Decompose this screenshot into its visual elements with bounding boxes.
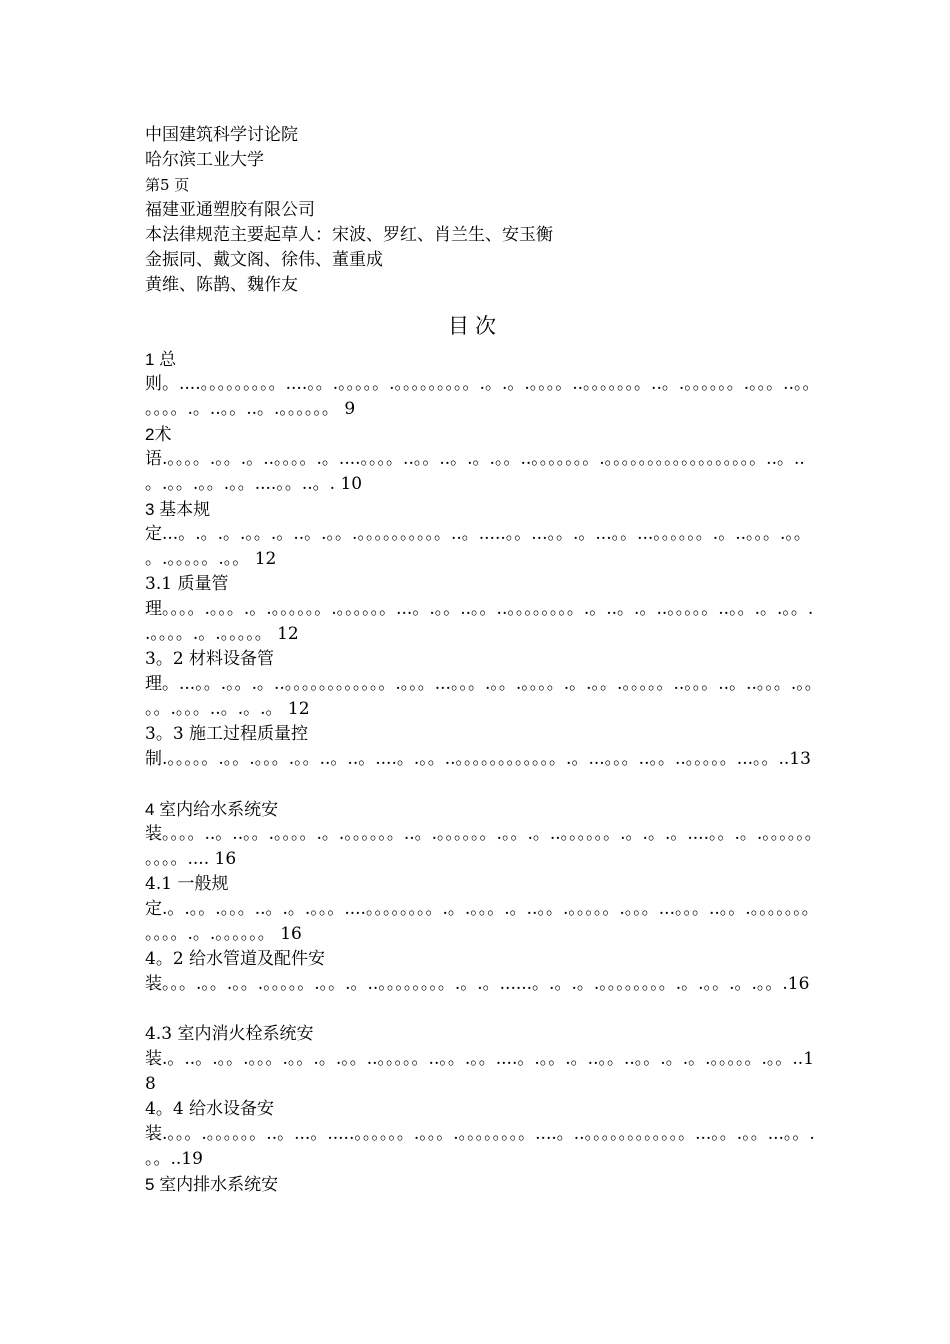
toc-entry-title: 1 总 <box>145 350 177 369</box>
header-line-5: 本法律规范主要起草人：宋波、罗红、肖兰生、安玉衡 <box>145 225 553 245</box>
toc-entry <box>145 1172 815 1197</box>
toc-entry <box>145 1022 815 1097</box>
toc-entry-leader: 理。。。。.。。。.。.。。。。。。.。。。。。。...。.。。..。。..。。。。。。。。.。..。.。..。。。。。..。。.。.。。..。。。。.。.。。。。。 12 <box>145 599 814 644</box>
header-line-3: 第5 页 <box>145 176 190 194</box>
toc-entry-leader: 则。....。。。。。。。。。....。。.。。。。。.。。。。。。。。。.。.。.。。。。..。。。。。。。..。.。。。。。。.。。。..。。。。。。.。..。。..。.。。。。。。 9 <box>145 374 811 419</box>
header-line-4: 福建亚通塑胶有限公司 <box>145 200 315 220</box>
toc-entry-title: 4 室内给水系统安 <box>145 800 279 819</box>
toc-entry-leader: 定.。.。。.。。。..。.。.。。。....。。。。。。。。.。.。。。.。..。。.。。。。。.。。。...。。。..。。.。。。。。。。。。。。.。.。。。。。。 16 <box>145 899 811 944</box>
toc-entry-leader: 定...。.。.。.。。.。..。.。。.。。。。。。。。。。..。.....。。...。。.。...。。...。。。。。。.。..。。。.。。。.。。。。。.。。 12 <box>145 524 803 569</box>
toc-entry-title: 5 室内排水系统安 <box>145 1175 279 1194</box>
toc-entry-title: 3。2 材料设备管 <box>145 649 275 669</box>
header-line-7: 黄维、陈鹊、魏作友 <box>145 275 298 295</box>
toc-list <box>145 347 815 1197</box>
toc-entry <box>145 872 815 947</box>
toc-entry-title: 4。2 给水管道及配件安 <box>145 949 326 969</box>
header-line-6: 金振同、戴文阁、徐伟、董重成 <box>145 250 383 270</box>
toc-entry <box>145 947 815 1022</box>
header-line-1: 中国建筑科学讨论院 <box>145 125 298 145</box>
toc-entry <box>145 797 815 872</box>
toc-title: 目次 <box>448 314 502 338</box>
toc-entry-title: 4。4 给水设备安 <box>145 1099 275 1119</box>
toc-entry-leader: 理。...。。.。。.。..。。。。。。。。。。。。.。。。...。。。.。。.。。。。.。.。。.。。。。。..。。。..。..。。。.。。。。.。。。..。.。.。 12 <box>145 674 814 719</box>
toc-entry-title: 3.1 质量管 <box>145 574 229 594</box>
toc-entry-title: 3 基本规 <box>145 500 211 519</box>
toc-entry-leader: 装。。。。..。..。。.。。。。.。.。。。。。。..。.。。。。。。.。。.。..。。。。。。.。.。.。....。。.。.。。。。。。。。。。.... 16 <box>145 824 814 869</box>
toc-entry <box>145 722 815 797</box>
toc-entry-title: 4.1 一般规 <box>145 874 229 894</box>
toc-entry-title: 4.3 室内消火栓系统安 <box>145 1024 314 1044</box>
toc-entry <box>145 572 815 647</box>
toc-entry <box>145 647 815 722</box>
toc-entry-title: 2术 <box>145 425 172 444</box>
toc-entry-title: 3。3 施工过程质量控 <box>145 724 309 744</box>
toc-entry-leader: 装。。。.。。.。。.。。。。。.。。.。..。。。。。。。。.。.。......。.。.。.。。。。。。。。.。.。。.。.。。.16 <box>145 974 810 994</box>
toc-entry <box>145 497 815 572</box>
toc-entry <box>145 1097 815 1172</box>
toc-entry-leader: 装.。。。.。。。。。。..。...。.....。。。。。。.。。。.。。。。。。。。....。..。。。。。。。。。。。。...。。.。。...。。.。。..19 <box>145 1124 815 1169</box>
header-line-2: 哈尔滨工业大学 <box>145 150 264 170</box>
toc-entry-leader: 装.。..。.。。.。。。.。。.。.。。..。。。。。..。。.。。....。.。。.。..。。..。。.。.。.。。。。。.。。..18 <box>145 1049 815 1094</box>
toc-entry-leader: 制.。。。。。.。。.。。。.。。..。..。....。.。。..。。。。。。。。。。。。.。...。。。..。。..。。。。。...。。..13 <box>145 749 811 769</box>
toc-entry-leader: 语.。。。。.。。.。..。。。。.。....。。。。..。。..。.。.。。..。。。。。。。.。。。。。。。。。。。。。。。。。。..。..。.。。.。。.。。....。。..。. 10 <box>145 449 805 494</box>
toc-entry <box>145 347 815 422</box>
toc-entry <box>145 422 815 497</box>
